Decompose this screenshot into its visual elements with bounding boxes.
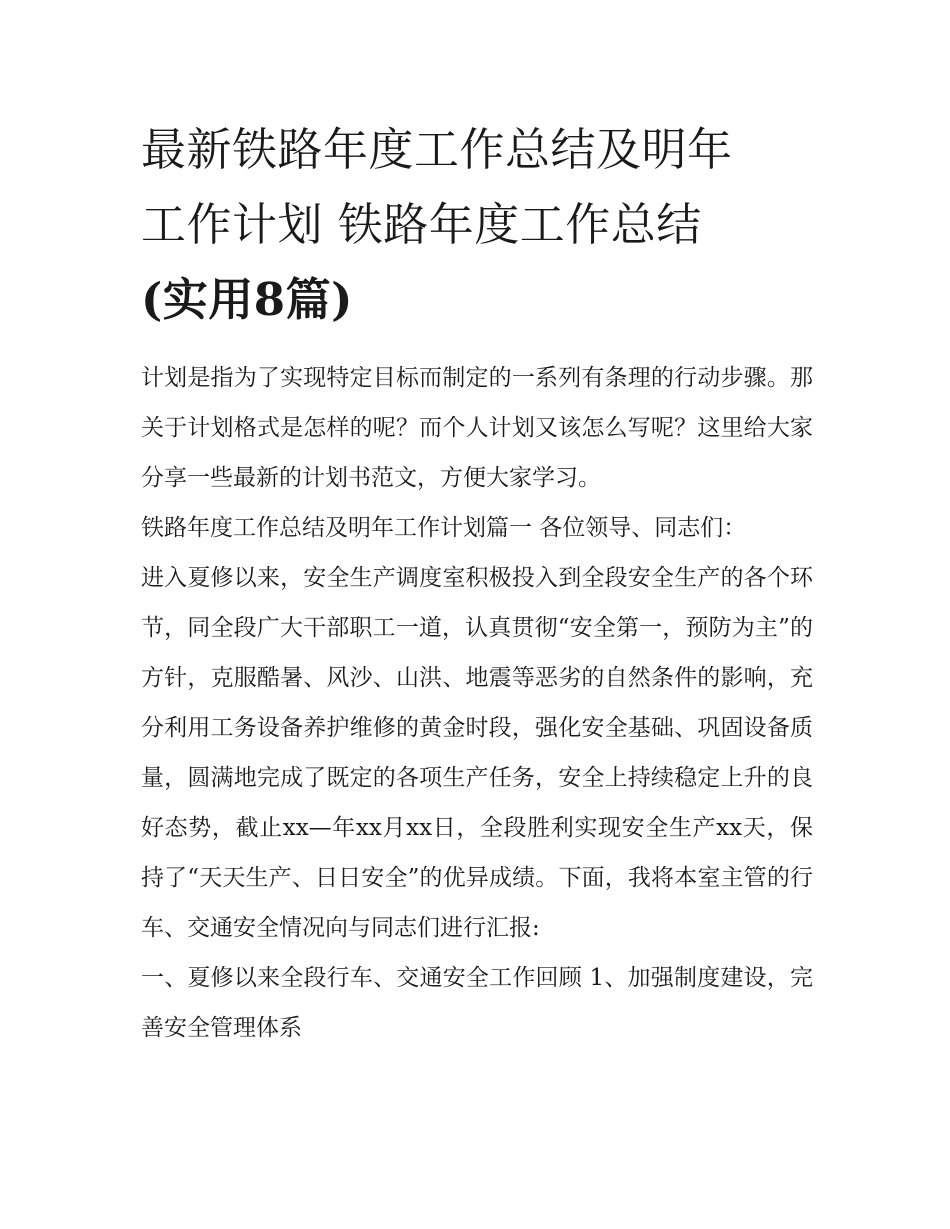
title-line-3: (实用8篇) (141, 273, 353, 326)
title-line-1: 最新铁路年度工作总结及明年 (141, 123, 733, 176)
subsection-heading: 一、夏修以来全段行车、交通安全工作回顾 1、加强制度建设，完善安全管理体系 (141, 965, 813, 1041)
section-heading: 铁路年度工作总结及明年工作计划篇一 各位领导、同志们： (141, 515, 747, 541)
document-body (141, 353, 813, 1053)
document-title (141, 112, 813, 337)
body-paragraph: 进入夏修以来，安全生产调度室积极投入到全段安全生产的各个环节，同全段广大干部职工一道，认真贯彻“安全第一，预防为主”的方针，克服酷暑、风沙、山洪、地震等恶劣的自然条件的影响，充分利用工务设备养护维修的黄金时段，强化安全基础、巩固设备质量，圆满地完成了既定的各项生产任务，安全上持续稳定上升的良好态势，截止xx—年xx月xx日，全段胜利实现安全生产xx天，保持了“天天生产、日日安全”的优异成绩。下面，我将本室主管的行车、交通安全情况向与同志们进行汇报: (141, 565, 813, 941)
intro-paragraph: 计划是指为了实现特定目标而制定的一系列有条理的行动步骤。那关于计划格式是怎样的呢？而个人计划又该怎么写呢？这里给大家分享一些最新的计划书范文，方便大家学习。 (141, 365, 813, 491)
title-line-2: 工作计划 铁路年度工作总结 (141, 198, 702, 251)
document-page (141, 112, 813, 1053)
